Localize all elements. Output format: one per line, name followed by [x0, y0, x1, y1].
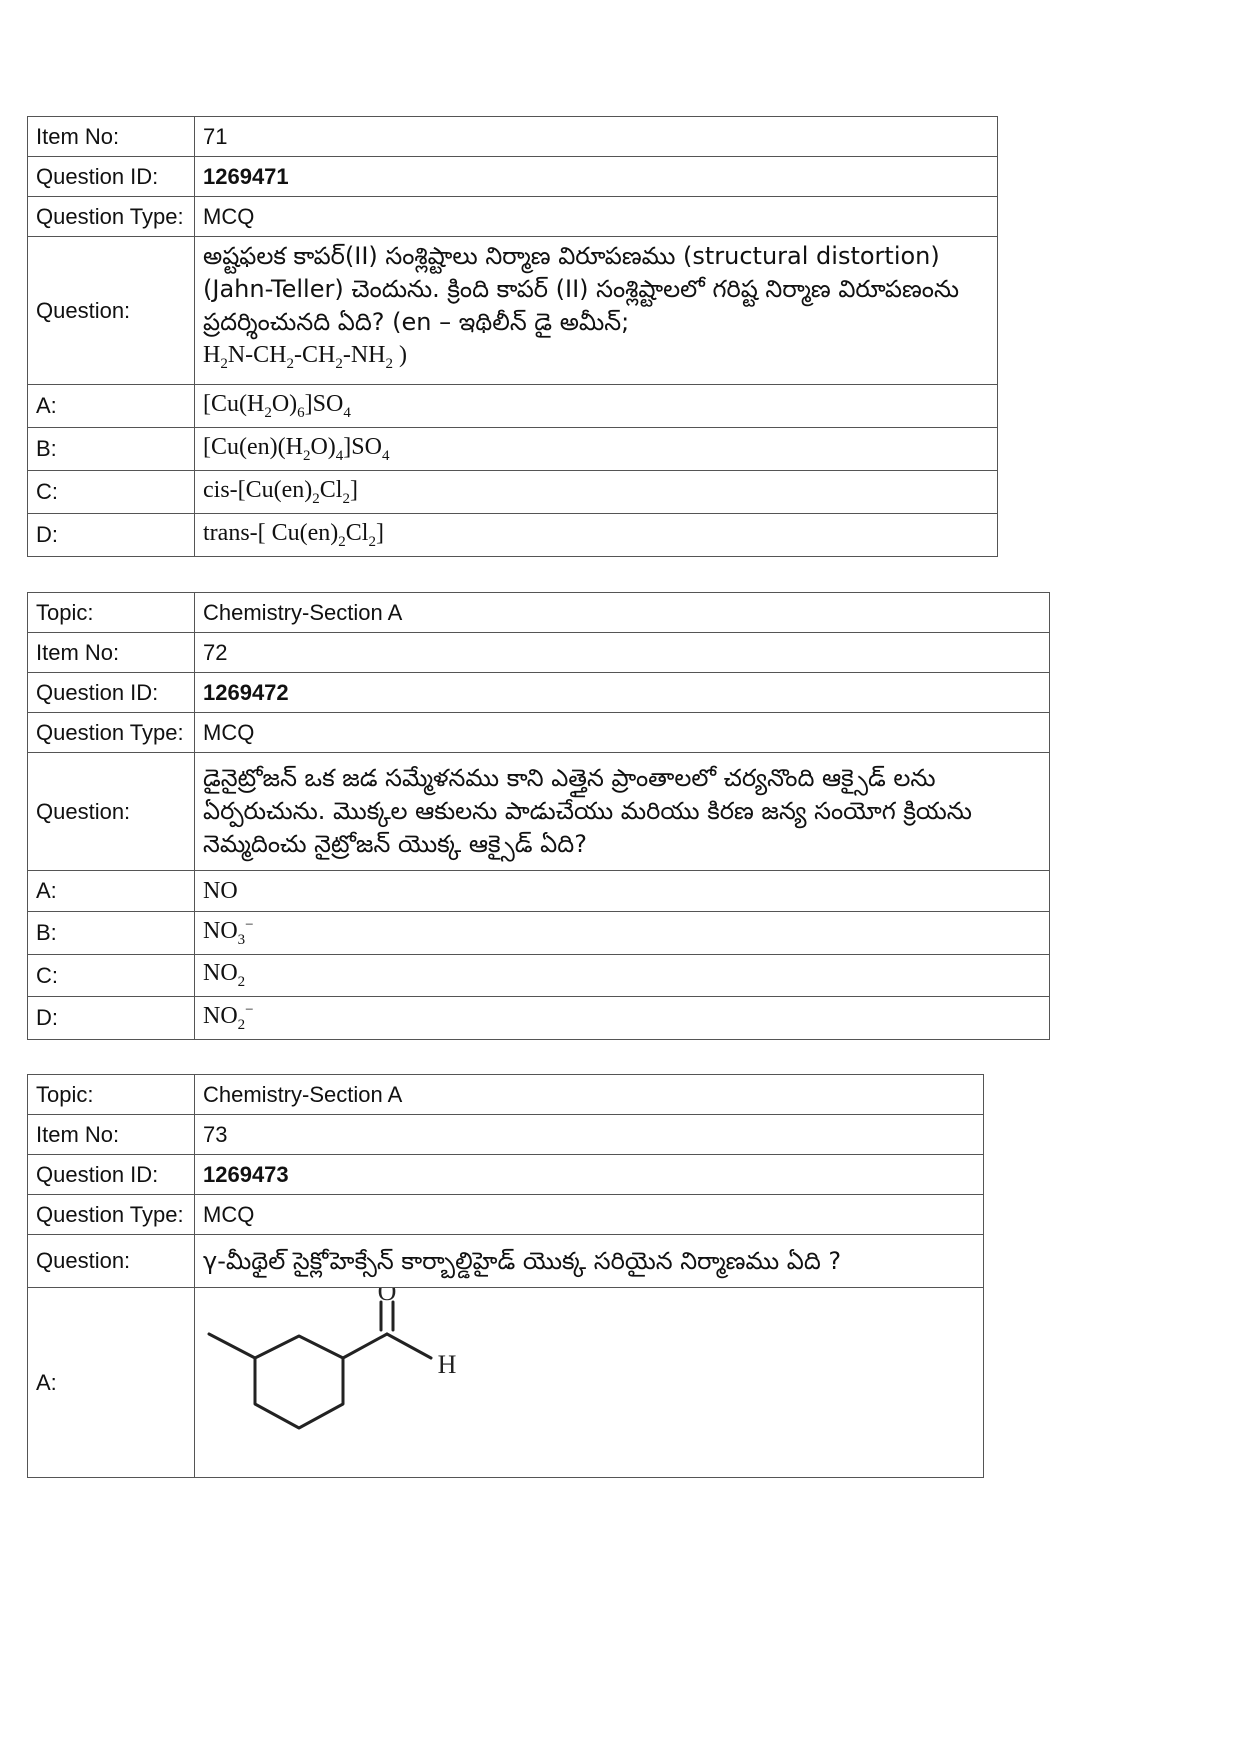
option-a-label: A:: [28, 1288, 195, 1478]
row-question-id: [28, 1155, 984, 1195]
question-73-table: [27, 1074, 984, 1478]
question-type-value: MCQ: [195, 713, 1050, 753]
option-d-label: D:: [28, 514, 195, 557]
option-d-value: $NO_2^-$: [195, 997, 1050, 1040]
row-option-c: [28, 471, 998, 514]
row-option-d: [28, 997, 1050, 1040]
question-text: డైనైట్రోజన్ ఒక జడ సమ్మేళనము కాని ఎత్తైన ప్రాంతాలలో చర్యనొంది ఆక్సైడ్ లను ఏర్పరుచును. మొక్కల ఆకులను పాడుచేయు మరియు కిరణ జన్య సంయోగ క్రియను నెమ్మదించు నైట్రోజన్ యొక్క ఆక్సైడ్ ఏది?: [195, 753, 1050, 871]
question-id-label: Question ID:: [28, 673, 195, 713]
row-question-id: [28, 673, 1050, 713]
question-type-label: Question Type:: [28, 713, 195, 753]
option-b-label: B:: [28, 912, 195, 955]
row-question-type: [28, 1195, 984, 1235]
option-b-value: $[Cu(en)(H_2O)_4]SO_4$: [195, 428, 998, 471]
row-item-no: [28, 117, 998, 157]
question-text-cell: [195, 237, 998, 385]
question-id-value: 1269471: [195, 157, 998, 197]
item-no-label: Item No:: [28, 117, 195, 157]
question-id-value: 1269473: [195, 1155, 984, 1195]
row-topic: [28, 1075, 984, 1115]
item-no-label: Item No:: [28, 1115, 195, 1155]
question-id-label: Question ID:: [28, 1155, 195, 1195]
question-text: γ-మీథైల్ సైక్లోహెక్సేన్ కార్బాల్డిహైడ్ యొక్క సరియైన నిర్మాణము ఏది ?: [195, 1235, 984, 1288]
topic-label: Topic:: [28, 593, 195, 633]
option-a-label: A:: [28, 871, 195, 912]
row-option-a: [28, 385, 998, 428]
item-no-label: Item No:: [28, 633, 195, 673]
option-c-value: $NO_2$: [195, 955, 1050, 997]
row-question: [28, 237, 998, 385]
cyclohexane-carbaldehyde-structure: [195, 1288, 515, 1471]
option-a-label: A:: [28, 385, 195, 428]
row-option-c: [28, 955, 1050, 997]
row-question-type: [28, 713, 1050, 753]
option-a-structure-cell: [195, 1288, 984, 1478]
row-option-b: [28, 428, 998, 471]
row-question-id: [28, 157, 998, 197]
question-id-label: Question ID:: [28, 157, 195, 197]
option-c-label: C:: [28, 471, 195, 514]
question-formula: $H_2N-CH_2-CH_2-NH_2$ ): [203, 342, 408, 372]
question-71-table: [27, 116, 998, 557]
question-id-value: 1269472: [195, 673, 1050, 713]
hydrogen-atom-label: H: [437, 1350, 457, 1379]
oxygen-atom-label: O: [377, 1288, 397, 1306]
row-question: [28, 1235, 984, 1288]
row-question: [28, 753, 1050, 871]
question-text: అష్టఫలక కాపర్(II) సంశ్లిష్టాలు నిర్మాణ విరూపణము (structural distortion) (Jahn-Teller) చెందును. క్రింది కాపర్ (II) సంశ్లిష్టాలలో గరిష్ట నిర్మాణ విరూపణంను ప్రదర్శించునది ఏది? (en – ఇథిలీన్ డై అమీన్;: [203, 242, 960, 337]
row-topic: [28, 593, 1050, 633]
question-72-table: [27, 592, 1050, 1040]
methyl-bond: [209, 1334, 255, 1358]
question-type-value: MCQ: [195, 197, 998, 237]
ring-to-carbonyl-bond: [343, 1334, 387, 1358]
topic-label: Topic:: [28, 1075, 195, 1115]
row-item-no: [28, 633, 1050, 673]
option-a-value: NO: [195, 871, 1050, 912]
question-type-label: Question Type:: [28, 197, 195, 237]
option-c-value: cis-$[Cu(en)_2Cl_2]$: [195, 471, 998, 514]
question-type-value: MCQ: [195, 1195, 984, 1235]
row-item-no: [28, 1115, 984, 1155]
row-option-a: [28, 1288, 984, 1478]
option-b-label: B:: [28, 428, 195, 471]
option-b-value: $NO_3^-$: [195, 912, 1050, 955]
cyclohexane-ring: [255, 1336, 343, 1428]
aldehyde-h-bond: [387, 1334, 431, 1358]
question-type-label: Question Type:: [28, 1195, 195, 1235]
option-c-label: C:: [28, 955, 195, 997]
option-d-label: D:: [28, 997, 195, 1040]
row-question-type: [28, 197, 998, 237]
row-option-d: [28, 514, 998, 557]
item-no-value: 72: [195, 633, 1050, 673]
question-label: Question:: [28, 237, 195, 385]
topic-value: Chemistry-Section A: [195, 1075, 984, 1115]
row-option-b: [28, 912, 1050, 955]
question-label: Question:: [28, 1235, 195, 1288]
option-a-value: $[Cu(H_2O)_6]SO_4$: [195, 385, 998, 428]
item-no-value: 71: [195, 117, 998, 157]
topic-value: Chemistry-Section A: [195, 593, 1050, 633]
item-no-value: 73: [195, 1115, 984, 1155]
option-d-value: trans-[ $Cu(en)_2Cl_2$]: [195, 514, 998, 557]
question-label: Question:: [28, 753, 195, 871]
row-option-a: [28, 871, 1050, 912]
